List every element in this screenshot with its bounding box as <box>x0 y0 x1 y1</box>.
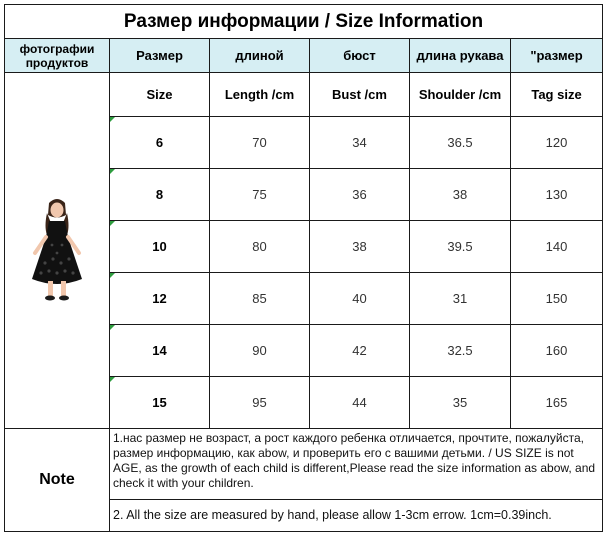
bust-value: 34 <box>310 117 410 169</box>
shoulder-value: 31 <box>410 273 511 325</box>
bust-value: 44 <box>310 377 410 429</box>
bust-value: 38 <box>310 221 410 273</box>
product-photo <box>27 193 87 303</box>
size-value: 15 <box>152 395 167 410</box>
tag-value: 130 <box>511 169 603 221</box>
cell-marker-icon <box>110 221 115 226</box>
tag-value: 165 <box>511 377 603 429</box>
cell-marker-icon <box>110 169 115 174</box>
header-sleeve-ru: длина рукава <box>410 39 511 73</box>
shoulder-value: 38 <box>410 169 511 221</box>
shoulder-value: 36.5 <box>410 117 511 169</box>
cell-marker-icon <box>110 377 115 382</box>
header-tag-en: Tag size <box>511 73 603 117</box>
shoulder-value: 32.5 <box>410 325 511 377</box>
page-title: Размер информации / Size Information <box>5 5 603 39</box>
photo-header: фотографии продуктов <box>5 39 110 73</box>
note-text-1: 1.нас размер не возраст, а рост каждого ребенка отличается, прочтите, пожалуйста, размер информацию, как abow, и проверить его с вашими детьми. / US SIZE is not AGE, as the growth of each child is different,Please read the size information as abow, and check it with your children. <box>110 429 603 500</box>
header-shoulder-en: Shoulder /cm <box>410 73 511 117</box>
length-value: 80 <box>210 221 310 273</box>
header-bust-en: Bust /cm <box>310 73 410 117</box>
bust-value: 40 <box>310 273 410 325</box>
length-value: 95 <box>210 377 310 429</box>
size-value: 6 <box>155 135 164 150</box>
note-label: Note <box>5 429 110 532</box>
header-length-ru: длиной <box>210 39 310 73</box>
size-value: 12 <box>152 291 167 306</box>
shoulder-value: 35 <box>410 377 511 429</box>
header-bust-ru: бюст <box>310 39 410 73</box>
header-size-en: Size <box>110 73 210 117</box>
cell-marker-icon <box>110 325 115 330</box>
cell-marker-icon <box>110 273 115 278</box>
note-row-1 <box>5 429 603 500</box>
shoulder-value: 39.5 <box>410 221 511 273</box>
header-row-ru <box>5 39 603 73</box>
tag-value: 160 <box>511 325 603 377</box>
cell-marker-icon <box>110 117 115 122</box>
size-value: 14 <box>152 343 167 358</box>
tag-value: 140 <box>511 221 603 273</box>
face-shape <box>51 203 64 218</box>
tag-value: 120 <box>511 117 603 169</box>
length-value: 90 <box>210 325 310 377</box>
header-length-en: Length /cm <box>210 73 310 117</box>
tag-value: 150 <box>511 273 603 325</box>
header-row-en <box>5 73 603 117</box>
bust-value: 42 <box>310 325 410 377</box>
length-value: 75 <box>210 169 310 221</box>
bust-value: 36 <box>310 169 410 221</box>
size-value: 10 <box>152 239 167 254</box>
size-table <box>4 4 603 532</box>
length-value: 70 <box>210 117 310 169</box>
header-tag-ru: "размер <box>511 39 603 73</box>
product-photo-cell <box>5 73 110 429</box>
title-row <box>5 5 603 39</box>
note-text-2: 2. All the size are measured by hand, please allow 1-3cm errow. 1cm=0.39inch. <box>110 500 603 532</box>
size-value: 8 <box>155 187 164 202</box>
header-size-ru: Размер <box>110 39 210 73</box>
length-value: 85 <box>210 273 310 325</box>
